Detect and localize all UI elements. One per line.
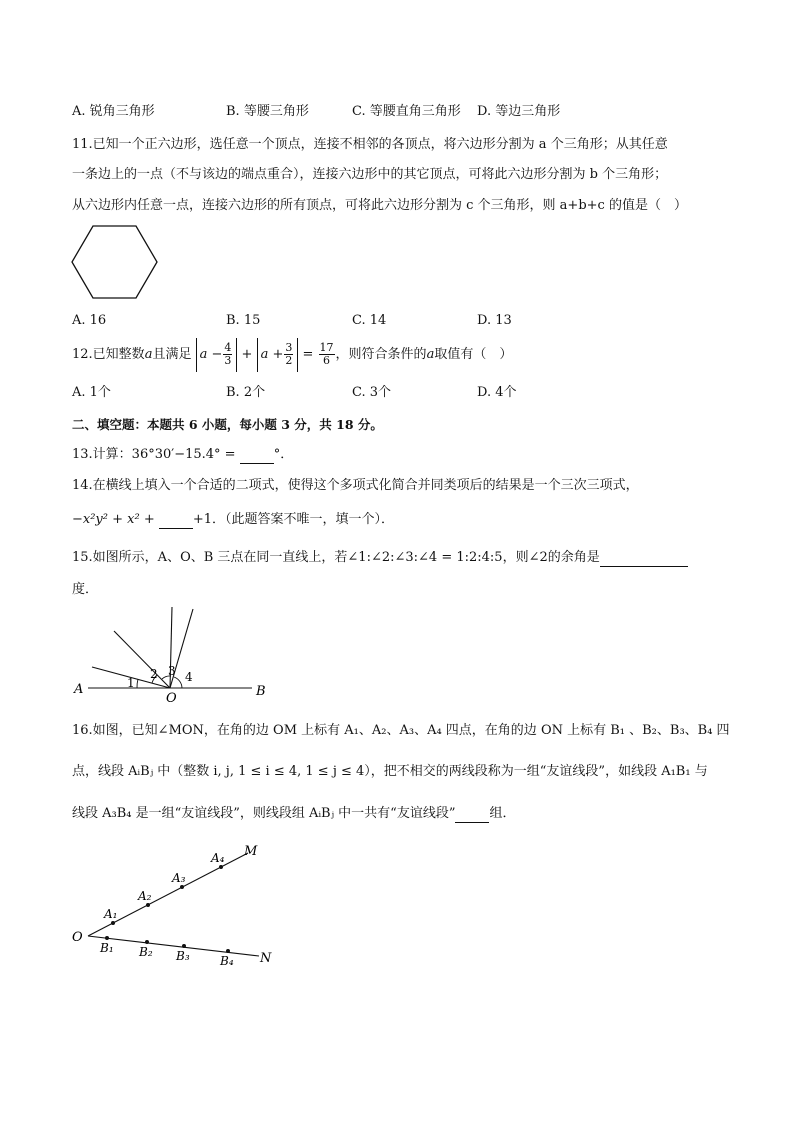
q12-option-b: B. 2个 — [226, 385, 266, 400]
q12-frac-3: $\frac{17}{6}$ — [319, 341, 334, 367]
mon-figure — [66, 838, 286, 973]
point-a1 — [111, 921, 115, 925]
point-a3 — [180, 885, 184, 889]
label-b1: B₁ — [100, 941, 114, 955]
q12-var-a: a — [144, 347, 153, 362]
q12-frac-2: $\frac{3}{2}$ — [285, 340, 293, 367]
label-b: B — [256, 684, 266, 699]
label-m: M — [244, 844, 258, 859]
arc-4 — [174, 677, 182, 688]
q12-frac-1: $\frac{4}{3}$ — [224, 340, 232, 367]
q15-line-2: 度． — [72, 582, 99, 597]
label-b4: B₄ — [220, 954, 234, 968]
q12-prefix: 12.已知整数 — [72, 347, 145, 362]
label-a2: A₂ — [138, 889, 152, 903]
q15-answer-blank[interactable] — [600, 552, 688, 567]
point-b3 — [182, 944, 186, 948]
label-angle-1: 1 — [127, 676, 135, 690]
q15-line-1: 15.如图所示，A、O、B 三点在同一直线上，若∠1:∠2:∠3:∠4 = 1:2:4:5，则∠2的余角是 — [72, 549, 688, 567]
q11-line-3: 从六边形内任意一点，连接六边形的所有顶点，可将此六边形分割为 c 个三角形，则 a+b+c 的值是（ ） — [72, 198, 687, 213]
q13-stem: 13.计算：36°30′−15.4° = °． — [72, 447, 294, 462]
point-b2 — [145, 940, 149, 944]
label-b2: B₂ — [139, 945, 153, 959]
label-n: N — [260, 951, 272, 966]
q11-option-c: C. 14 — [352, 313, 387, 328]
q13-answer-blank[interactable] — [240, 449, 274, 464]
q12-mid: 且满足 — [152, 347, 192, 362]
q12-equals: = — [302, 347, 314, 362]
arc-1 — [137, 679, 138, 688]
q16-line-2: 点，线段 AᵢBⱼ 中（整数 i, j, 1 ≤ i ≤ 4, 1 ≤ j ≤ 4），把不相交的两线段称为一组“友谊线段”，如线段 A₁B₁ 与 — [72, 764, 708, 779]
q14-line-2: −x²y² + x² + +1．（此题答案不唯一，填一个）． — [72, 512, 395, 527]
q12-suffix: ，则符合条件的 — [335, 347, 427, 362]
q12-option-a: A. 1个 — [72, 385, 111, 400]
q10-option-b: B. 等腰三角形 — [226, 104, 309, 119]
q16-line-1: 16.如图，已知∠MON，在角的边 OM 上标有 A₁、A₂、A₃、A₄ 四点，在角的边 ON 上标有 B₁ 、B₂、B₃、B₄ 四 — [72, 723, 730, 738]
angle-figure — [70, 605, 280, 705]
point-b1 — [105, 936, 109, 940]
label-o: O — [72, 930, 83, 945]
q11-option-a: A. 16 — [72, 313, 107, 328]
ray-2 — [114, 631, 170, 688]
q16-line-3: 线段 A₃B₄ 是一组“友谊线段”，则线段组 AᵢBⱼ 中一共有“友谊线段” 组． — [72, 806, 516, 821]
q11-line-1: 11.已知一个正六边形，选任意一个顶点，连接不相邻的各顶点，将六边形分割为 a 个三角形；从其任意 — [72, 137, 668, 152]
q11-option-b: B. 15 — [226, 313, 261, 328]
label-angle-3: 3 — [168, 664, 176, 678]
label-o: O — [166, 691, 177, 705]
point-a2 — [146, 903, 150, 907]
q16-answer-blank[interactable] — [455, 808, 489, 823]
label-a3: A₃ — [172, 871, 186, 885]
label-a1: A₁ — [104, 907, 118, 921]
q10-option-d: D. 等边三角形 — [477, 104, 561, 119]
q11-line-2: 一条边上的一点（不与该边的端点重合），连接六边形中的其它顶点，可将此六边形分割为 b 个三角形； — [72, 167, 668, 182]
label-b3: B₃ — [176, 949, 190, 963]
q12-stem: 12.已知整数a且满足 a − $\frac{4}{3}$ + a + $\frac{3}{2}$ = $\frac{17}{6}$ ，则符合条件的a取值有（ ） — [72, 337, 512, 373]
q12-abs-2: a + $\frac{3}{2}$ — [257, 338, 299, 372]
q12-plus: + — [241, 347, 253, 362]
hexagon-figure — [68, 222, 164, 302]
q14-line-1: 14.在横线上填入一个合适的二项式，使得这个多项式化简合并同类项后的结果是一个三次三项式， — [72, 478, 639, 493]
q14-answer-blank[interactable] — [159, 514, 193, 529]
ray-on — [88, 936, 259, 956]
point-a4 — [219, 865, 223, 869]
q12-abs-1: a − $\frac{4}{3}$ — [196, 338, 238, 372]
q12-option-c: C. 3个 — [352, 385, 392, 400]
q10-option-a: A. 锐角三角形 — [72, 104, 155, 119]
section-heading: 二、填空题：本题共 6 小题，每小题 3 分，共 18 分。 — [72, 417, 383, 432]
label-angle-2: 2 — [150, 667, 158, 681]
q12-suffix-2: 取值有（ ） — [434, 347, 513, 362]
q12-option-d: D. 4个 — [477, 385, 517, 400]
point-b4 — [226, 949, 230, 953]
label-a: A — [74, 682, 84, 697]
q10-option-c: C. 等腰直角三角形 — [352, 104, 461, 119]
q11-option-d: D. 13 — [477, 313, 512, 328]
label-angle-4: 4 — [185, 670, 193, 684]
label-a4: A₄ — [211, 851, 225, 865]
